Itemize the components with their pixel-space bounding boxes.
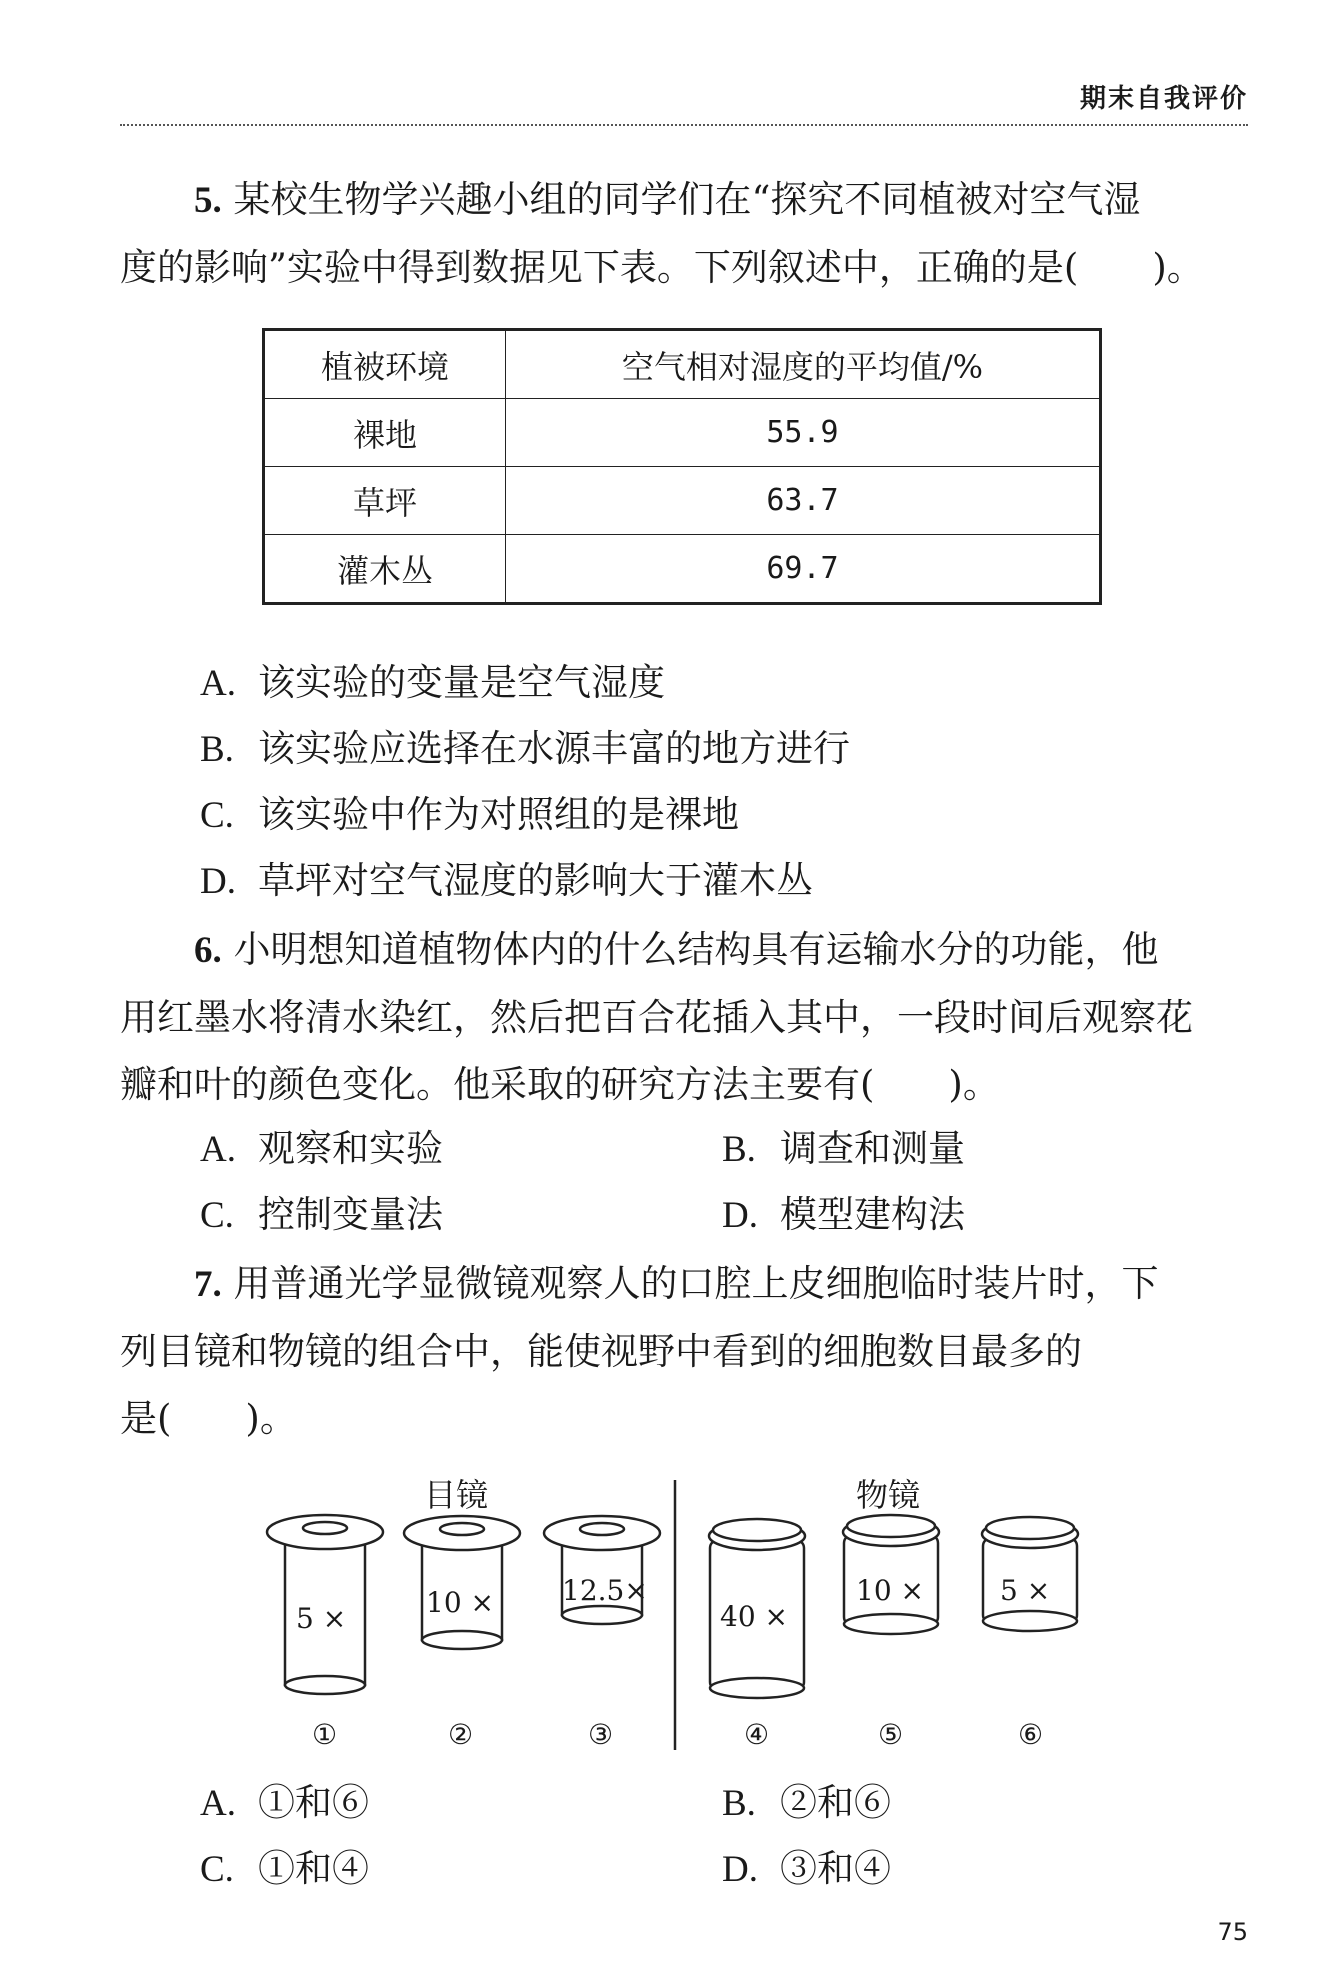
question-5-line-1: 某校生物学兴趣小组的同学们在“探究不同植被对空气湿 [233,178,1141,221]
question-7-stem [120,1250,1250,1452]
question-7-line-2: 列目镜和物镜的组合中，能使视野中看到的细胞数目最多的 [120,1330,1082,1373]
question-6-option-d: D. 模型建构法 [722,1193,965,1236]
lens-number: ⑥ [1018,1718,1044,1751]
question-6-option-a: A. 观察和实验 [200,1127,443,1170]
lens-number: ④ [744,1718,770,1751]
question-6-number: 6. [194,930,222,971]
header-title: 期末自我评价 [1079,84,1248,114]
question-6-option-b: B. 调查和测量 [722,1127,965,1170]
table-header-row [264,330,1101,399]
question-5-option-b: B. 该实验应选择在水源丰富的地方进行 [200,727,850,770]
table-cell: 灌木丛 [264,535,506,604]
table-row [264,399,1101,467]
lens-label: 5 × [296,1602,347,1635]
table-cell: 69.7 [506,535,1101,604]
question-5-number: 5. [194,180,222,221]
humidity-table [262,328,1102,605]
question-5-line-2: 度的影响”实验中得到数据见下表。下列叙述中，正确的是( )。 [120,246,1204,289]
lens-drawings [250,1470,1130,1770]
question-6-stem [120,916,1250,1118]
lens-label: 40 × [720,1600,788,1633]
microscope-lens-figure [250,1470,1130,1770]
lens-number: ② [448,1718,474,1751]
page-header [120,72,1248,126]
eyepiece-3-icon [544,1516,660,1624]
table-row [264,535,1101,604]
objective-title: 物镜 [856,1476,921,1514]
lens-label: 10 × [426,1586,494,1619]
question-7-option-a: A. ①和⑥ [200,1781,369,1824]
question-5-option-a: A. 该实验的变量是空气湿度 [200,661,665,704]
table-header-cell: 植被环境 [264,330,506,399]
table-header-cell: 空气相对湿度的平均值/% [506,330,1101,399]
question-7-line-3: 是( )。 [120,1397,297,1440]
question-7-line-1: 用普通光学显微镜观察人的口腔上皮细胞临时装片时，下 [233,1262,1159,1305]
question-7-option-d: D. ③和④ [722,1847,891,1890]
lens-label: 5 × [1000,1574,1051,1607]
question-7-number: 7. [194,1264,222,1305]
lens-number: ⑤ [878,1718,904,1751]
table-cell: 草坪 [264,467,506,535]
eyepiece-title: 目镜 [424,1476,489,1514]
table-cell: 55.9 [506,399,1101,467]
lens-label: 10 × [856,1574,924,1607]
question-7-option-b: B. ②和⑥ [722,1781,891,1824]
lens-label: 12.5× [562,1574,648,1607]
page-number: 75 [1217,1918,1248,1946]
question-5-option-d: D. 草坪对空气湿度的影响大于灌木丛 [200,859,813,902]
question-6-line-1: 小明想知道植物体内的什么结构具有运输水分的功能，他 [233,928,1159,971]
table-row [264,467,1101,535]
question-6-line-2: 用红墨水将清水染红，然后把百合花插入其中，一段时间后观察花 [120,996,1193,1039]
eyepiece-2-icon [404,1516,520,1649]
question-6-line-3: 瓣和叶的颜色变化。他采取的研究方法主要有( )。 [120,1063,1000,1106]
question-5-stem [120,166,1250,301]
question-7-option-c: C. ①和④ [200,1847,369,1890]
lens-number: ③ [588,1718,614,1751]
lens-number: ① [312,1718,338,1751]
question-5-option-c: C. 该实验中作为对照组的是裸地 [200,793,739,836]
question-6-option-c: C. 控制变量法 [200,1193,443,1236]
table-cell: 63.7 [506,467,1101,535]
table-cell: 裸地 [264,399,506,467]
